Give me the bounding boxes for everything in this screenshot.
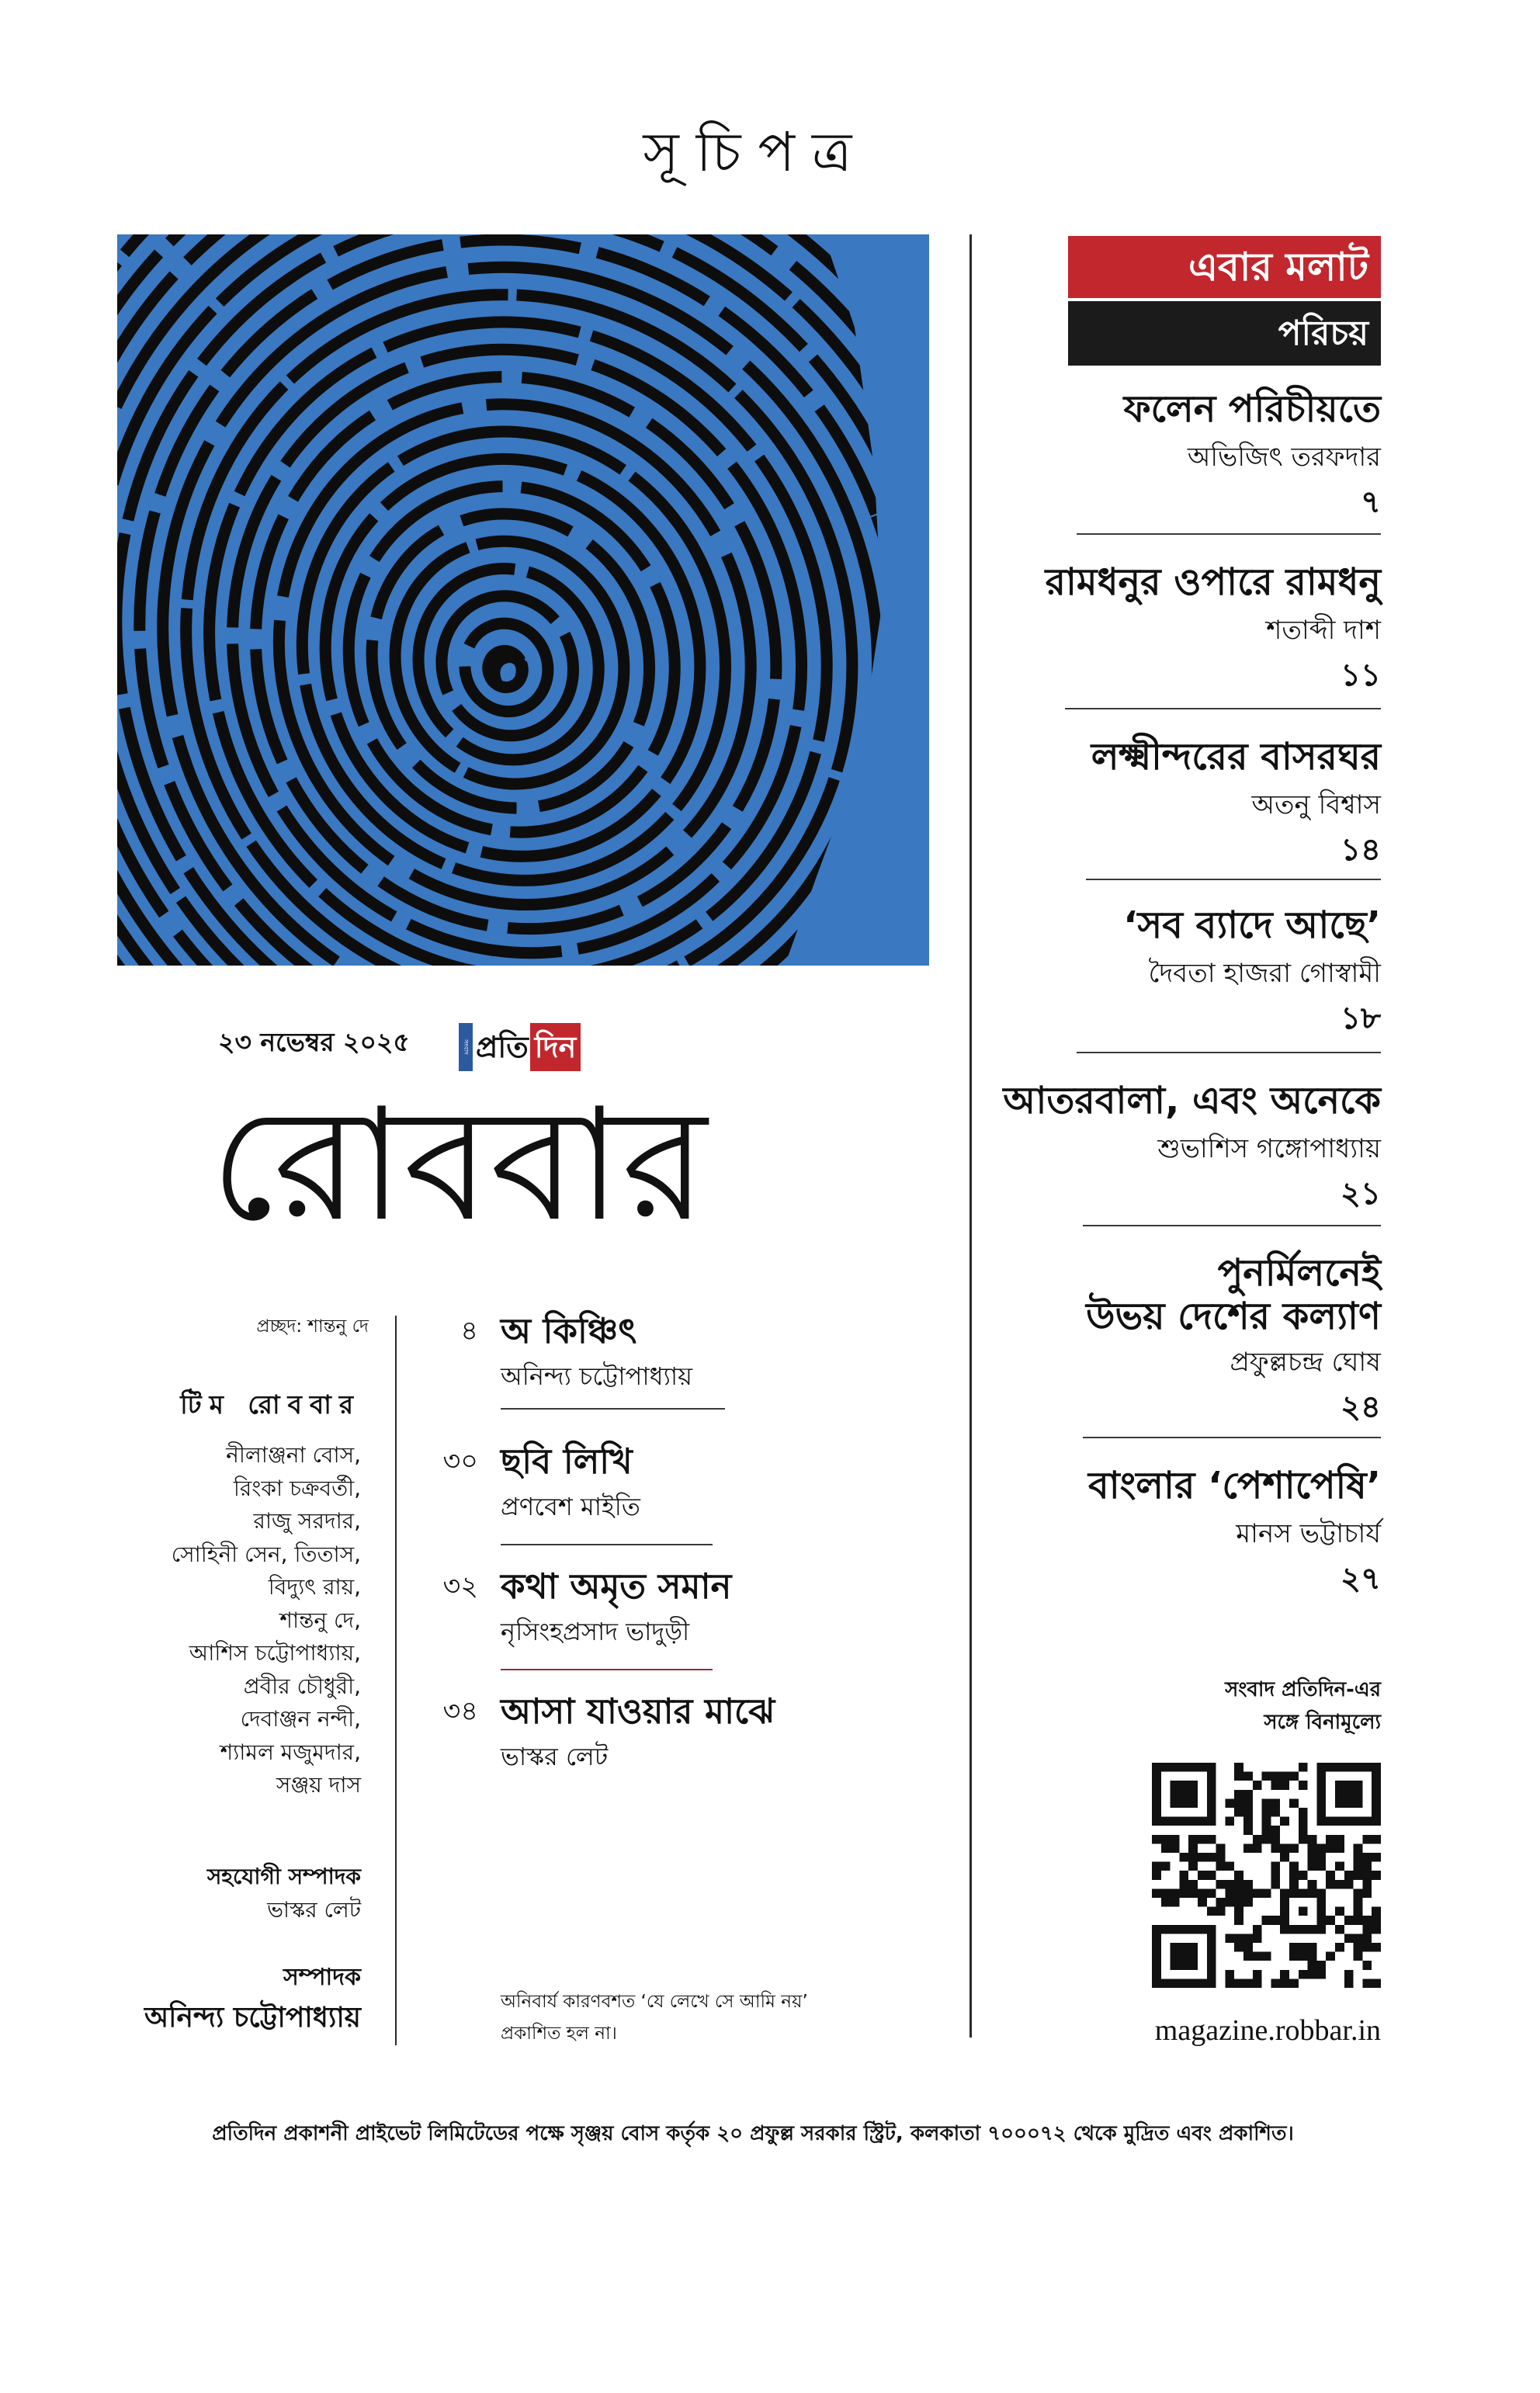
cover-entry — [977, 1462, 1381, 1600]
cover-fingerprint-image — [117, 234, 929, 966]
notice — [501, 1986, 808, 2050]
entry-page-number: ২৭ — [1340, 1561, 1381, 1597]
column-divider-left — [395, 1316, 397, 2045]
entry-separator — [1083, 1225, 1381, 1226]
entry-title: ‘সব ব্যাদে আছে’ — [1123, 903, 1381, 947]
entry-author: অভিজিৎ তরফদার — [1187, 442, 1381, 473]
cover-entry — [977, 385, 1381, 523]
page-title: সূচিপত্র — [643, 120, 869, 184]
cover-entry — [977, 1251, 1381, 1428]
logo-text-part2: দিন — [530, 1023, 581, 1071]
team-member: শ্যামল মজুমদার, — [220, 1739, 361, 1765]
cover-credit: প্রচ্ছদ: শান্তনু দে — [256, 1316, 369, 1337]
team-member: আশিস চট্টোপাধ্যায়, — [189, 1640, 361, 1666]
team-member: দেবাঞ্জন নন্দী, — [240, 1706, 361, 1732]
regular-entry — [411, 1564, 962, 1654]
team-member: নীলাঞ্জনা বোস, — [226, 1442, 361, 1468]
cover-entry — [977, 733, 1381, 871]
imprint-footer: প্রতিদিন প্রকাশনী প্রাইভেট লিমিটেডের পক্ষে সৃঞ্জয় বোস কর্তৃক ২০ প্রফুল্ল সরকার স্ট্রিট, কলকাতা ৭০০০৭২ থেকে মুদ্রিত এবং প্রকাশিত। — [212, 2122, 1294, 2145]
logo-text-part1: প্রতি — [476, 1030, 529, 1064]
entry-author: শুভাশিস গঙ্গোপাধ্যায় — [1157, 1133, 1381, 1164]
editor-name: অনিন্দ্য চট্টোপাধ্যায় — [144, 2002, 361, 2034]
issue-date: ২৩ নভেম্বর ২০২৫ — [218, 1027, 410, 1057]
regular-entry — [411, 1439, 962, 1529]
entry-title: ফলেন পরিচীয়তে — [1123, 387, 1381, 431]
entry-author: মানস ভট্টাচার্য — [1236, 1518, 1381, 1549]
entry-page-number: ১১ — [1341, 657, 1381, 693]
entry-author: প্রফুল্লচন্দ্র ঘোষ — [1230, 1347, 1381, 1378]
entry-page-number: ৪ — [460, 1316, 478, 1347]
entry-page-number: ১৪ — [1341, 832, 1381, 868]
entry-author: অনিন্দ্য চট্টোপাধ্যায় — [501, 1361, 693, 1391]
entry-page-number: ৩৪ — [442, 1696, 478, 1727]
promo-line-2: সঙ্গে বিনামূল্যে — [1264, 1711, 1381, 1734]
website-link[interactable]: magazine.robbar.in — [1154, 2014, 1381, 2047]
entry-title: আসা যাওয়ার মাঝে — [501, 1691, 775, 1732]
team-member: সোহিনী সেন, তিতাস, — [171, 1541, 361, 1567]
team-member: সঞ্জয় দাস — [276, 1772, 361, 1798]
entry-title: লক্ষ্মীন্দরের বাসরঘর — [1091, 735, 1381, 779]
cover-entry — [977, 901, 1381, 1039]
team-member: শান্তনু দে, — [279, 1607, 361, 1633]
notice-line: প্রকাশিত হল না। — [501, 2024, 617, 2044]
entry-author: ভাস্কর লেট — [501, 1742, 609, 1771]
entry-separator — [501, 1544, 713, 1545]
entry-title-line-2: উভয় দেশের কল্যাণ — [1086, 1295, 1381, 1338]
entry-separator — [1065, 708, 1381, 709]
entry-title-line-1: পুনর্মিলনেই — [1217, 1251, 1381, 1295]
entry-author: প্রণবেশ মাইতি — [501, 1492, 640, 1521]
cover-entry — [977, 1077, 1381, 1215]
entry-separator — [501, 1408, 725, 1410]
column-divider-right — [969, 234, 972, 2038]
entry-title: রামধনুর ওপারে রামধনু — [1045, 560, 1381, 604]
entry-page-number: ৩০ — [442, 1446, 478, 1477]
entry-title: অ কিঞ্চিৎ — [501, 1310, 637, 1351]
entry-page-number: ২১ — [1341, 1176, 1381, 1212]
entry-page-number: ২৪ — [1341, 1389, 1381, 1425]
cover-story-label: এবার মলাট — [1068, 236, 1381, 298]
entry-separator — [1083, 1437, 1381, 1438]
qr-code — [1152, 1763, 1381, 1988]
entry-author: নৃসিংহপ্রসাদ ভাদুড়ী — [501, 1617, 690, 1646]
associate-editor-name: ভাস্কর লেট — [267, 1897, 361, 1923]
entry-author: অতনু বিশ্বাস — [1251, 789, 1381, 820]
editor-label: সম্পাদক — [283, 1964, 361, 1991]
entry-title: আতরবালা, এবং অনেকে — [1003, 1079, 1381, 1122]
entry-separator — [1086, 879, 1381, 880]
team-member: রিংকা চক্রবর্তী, — [233, 1475, 361, 1501]
qr-modules — [1152, 1763, 1381, 1988]
logo-small-text: সংবাদ — [459, 1023, 473, 1071]
regular-entry — [411, 1689, 962, 1779]
cover-story-section: পরিচয় — [1068, 301, 1381, 366]
cover-entry — [977, 558, 1381, 696]
associate-editor-label: সহযোগী সম্পাদক — [206, 1864, 361, 1889]
entry-title: কথা অমৃত সমান — [501, 1566, 732, 1607]
entry-page-number: ১৮ — [1341, 1001, 1381, 1036]
entry-title: ছবি লিখি — [501, 1441, 633, 1482]
team-list — [85, 1439, 361, 1802]
team-member: বিদ্যুৎ রায়, — [268, 1574, 361, 1600]
entry-author: দৈবতা হাজরা গোস্বামী — [1148, 958, 1381, 989]
entry-separator — [1077, 533, 1381, 535]
team-member: রাজু সরদার, — [253, 1508, 361, 1534]
entry-title: বাংলার ‘পেশাপেষি’ — [1087, 1464, 1381, 1507]
pratidin-logo — [459, 1023, 605, 1071]
regular-entry — [411, 1309, 962, 1399]
entry-page-number: ৩২ — [442, 1571, 478, 1602]
promo-line-1: সংবাদ প্রতিদিন-এর — [1225, 1678, 1381, 1701]
team-member: প্রবীর চৌধুরী, — [243, 1673, 361, 1699]
entry-page-number: ৭ — [1360, 484, 1381, 520]
magazine-name: রোববার — [210, 1075, 707, 1256]
entry-separator — [1077, 1052, 1381, 1053]
entry-separator-red — [501, 1669, 713, 1670]
team-heading: টিম রোববার — [180, 1389, 361, 1420]
notice-line: অনিবার্য কারণবশত ‘যে লেখে সে আমি নয়’ — [501, 1992, 808, 2012]
entry-author: শতাব্দী দাশ — [1266, 615, 1381, 646]
